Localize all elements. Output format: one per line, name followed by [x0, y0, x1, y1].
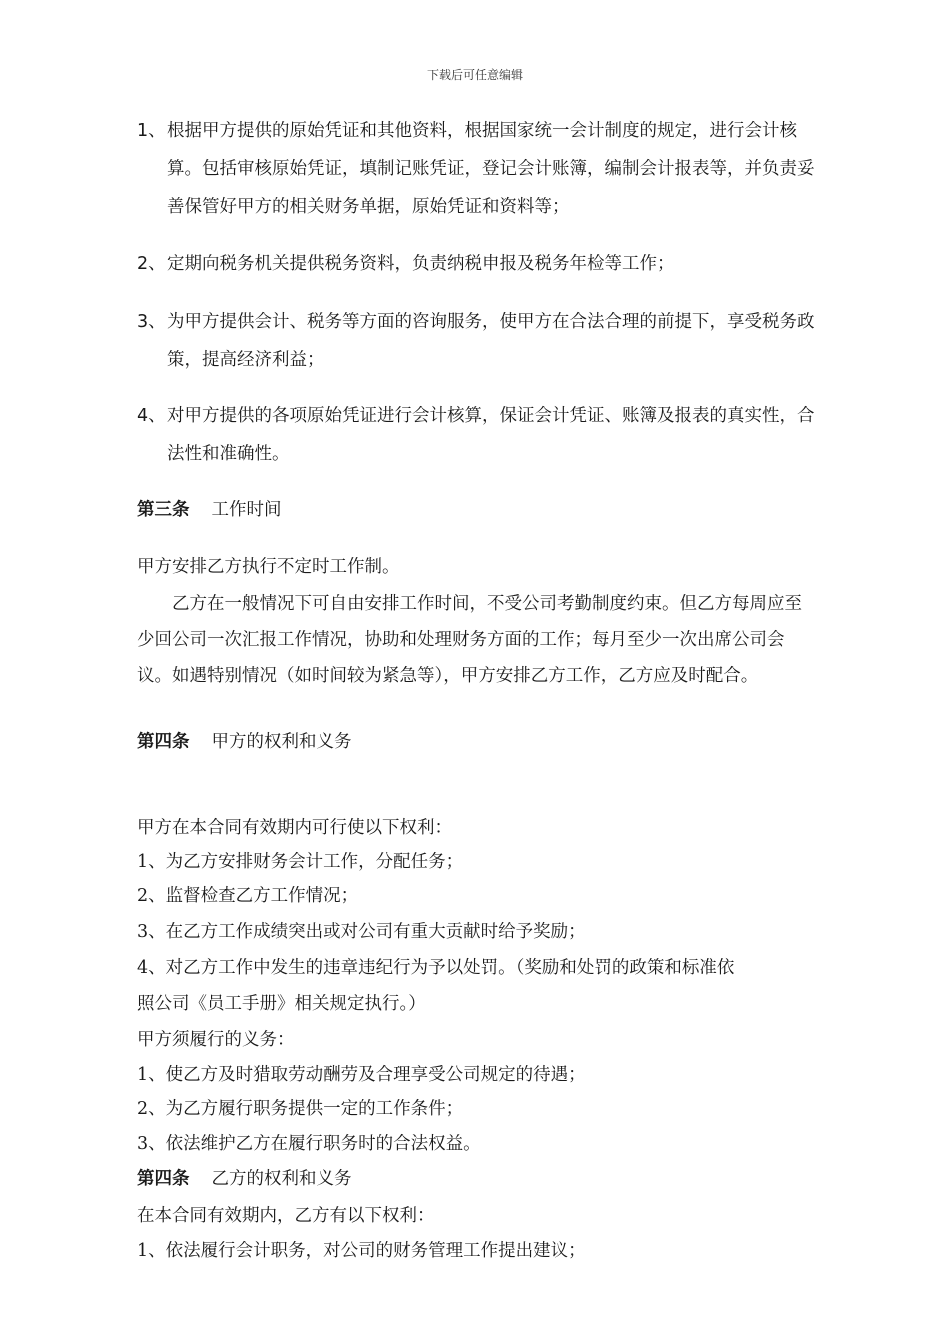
section-4b-heading: [137, 1164, 352, 1194]
rights-item: 1、为乙方安排财务会计工作，分配任务；: [137, 852, 464, 872]
section-4a-heading: [137, 727, 352, 757]
rights-item: 2、监督检查乙方工作情况；: [137, 886, 359, 906]
page-header: 下载后可任意编辑: [426, 68, 523, 82]
section-title: 甲方的权利和义务: [211, 732, 352, 752]
duty-number: 4、: [137, 406, 166, 426]
duty-text: 定期向税务机关提供税务资料，负责纳税申报及税务年检等工作；: [167, 254, 675, 274]
section-label: 第四条: [137, 732, 190, 752]
section-3-paragraph: 乙方在一般情况下可自由安排工作时间，不受公司考勤制度约束。但乙方每周应至少回公司一次汇报工作情况，协助和处理财务方面的工作；每月至少一次出席公司会议。如遇特别情况（如时间较为紧急等），甲方安排乙方工作，乙方应及时配合。: [137, 594, 802, 686]
rights-item: 1、依法履行会计职务，对公司的财务管理工作提出建议；: [137, 1241, 586, 1261]
duty-text: 根据甲方提供的原始凭证和其他资料，根据国家统一会计制度的规定，进行会计核算。包括审核原始凭证，填制记账凭证，登记会计账簿，编制会计报表等，并负责妥善保管好甲方的相关财务单据，原始凭证和资料等；: [167, 121, 815, 217]
section-label: 第三条: [137, 500, 190, 520]
duty-number: 1、: [137, 121, 166, 141]
section-title: 乙方的权利和义务: [211, 1169, 352, 1189]
duty-number: 3、: [137, 312, 166, 332]
rights-intro: 甲方在本合同有效期内可行使以下权利：: [137, 818, 452, 838]
section-label: 第四条: [137, 1169, 190, 1189]
rights-item: 4、对乙方工作中发生的违章违纪行为予以处罚。（奖励和处罚的政策和标准依: [137, 958, 735, 978]
duty-item-2: [137, 245, 817, 283]
duty-item-3: [137, 303, 817, 379]
duties-intro: 甲方须履行的义务：: [137, 1030, 295, 1050]
section-3-line: 甲方安排乙方执行不定时工作制。: [137, 557, 400, 577]
duty-item-4: [137, 397, 817, 473]
duty-item-1: [137, 112, 817, 226]
rights-item: 3、在乙方工作成绩突出或对公司有重大贡献时给予奖励；: [137, 922, 586, 942]
rights-intro: 在本合同有效期内，乙方有以下权利：: [137, 1206, 435, 1226]
duties-item: 3、依法维护乙方在履行职务时的合法权益。: [137, 1134, 481, 1154]
rights-item-continued: 照公司《员工手册》相关规定执行。）: [137, 994, 426, 1014]
section-3-heading: [137, 495, 282, 525]
duty-text: 为甲方提供会计、税务等方面的咨询服务，使甲方在合法合理的前提下，享受税务政策，提高经济利益；: [167, 312, 815, 370]
section-title: 工作时间: [211, 500, 282, 520]
duty-number: 2、: [137, 254, 166, 274]
duty-text: 对甲方提供的各项原始凭证进行会计核算，保证会计凭证、账簿及报表的真实性，合法性和准确性。: [167, 406, 815, 464]
duties-item: 2、为乙方履行职务提供一定的工作条件；: [137, 1099, 464, 1119]
duties-item: 1、使乙方及时猎取劳动酬劳及合理享受公司规定的待遇；: [137, 1065, 586, 1085]
